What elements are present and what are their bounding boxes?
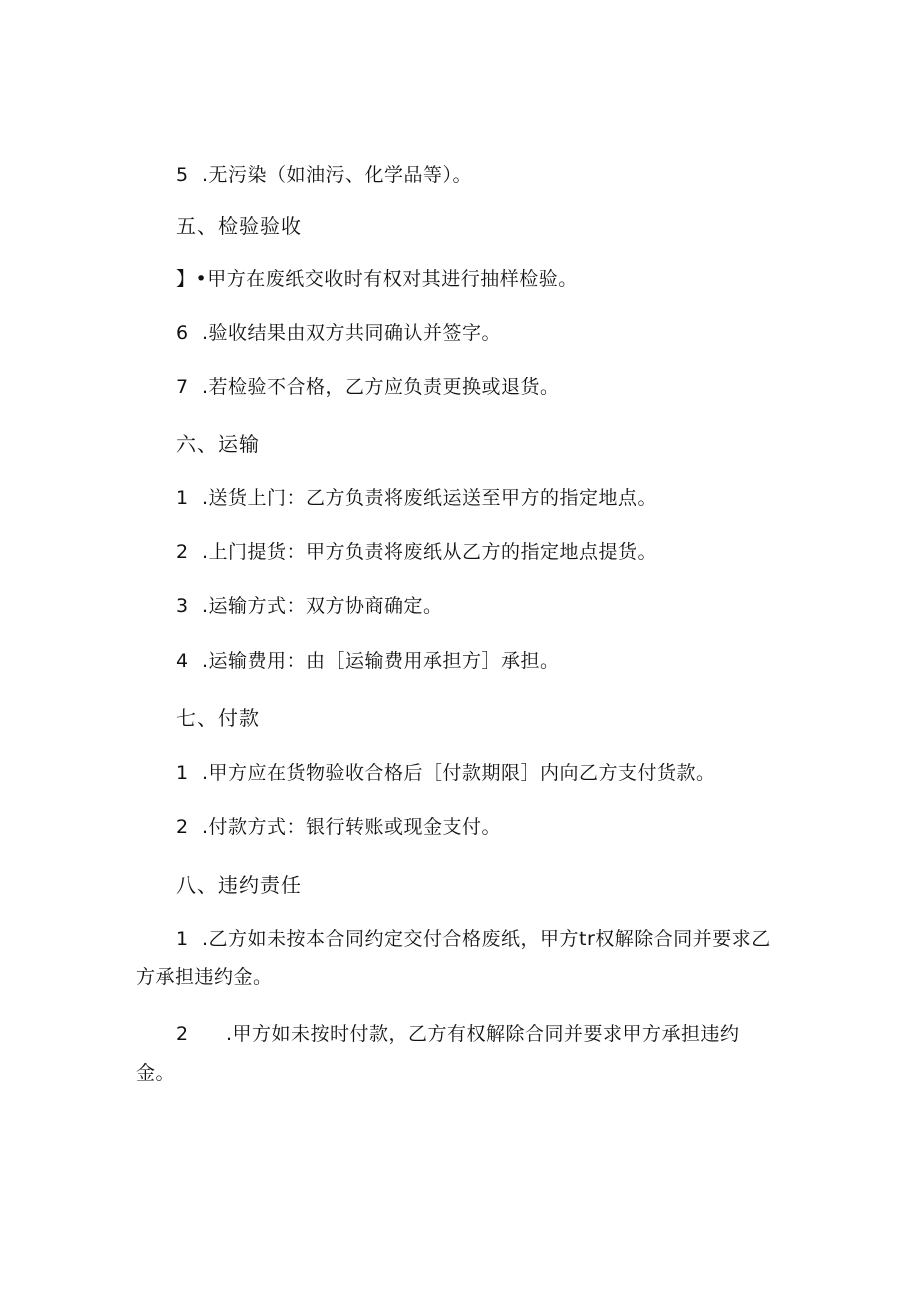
item-text: .上门提货：甲方负责将废纸从乙方的指定地点提货。 (202, 541, 658, 563)
item-text: .若检验不合格，乙方应负责更换或退货。 (202, 376, 560, 398)
list-item-continuation: 方承担违约金。 (136, 966, 273, 988)
item-text: .甲方如未按时付款，乙方有权解除合同并要求甲方承担违约 (226, 1023, 740, 1045)
item-text: .运输费用：由［运输费用承担方］承担。 (202, 650, 560, 672)
item-number: 6 (176, 322, 189, 344)
item-text: .送货上门：乙方负责将废纸运送至甲方的指定地点。 (202, 487, 658, 509)
list-item (176, 1021, 740, 1047)
item-number: 4 (176, 650, 189, 672)
section-heading: 七、付款 (176, 706, 260, 730)
item-text: .付款方式：银行转账或现金支付。 (202, 816, 502, 838)
section-heading: 五、检验验收 (176, 214, 302, 238)
list-item (176, 485, 657, 511)
list-item (176, 648, 560, 674)
item-text: .无污染（如油污、化学品等）。 (202, 164, 473, 186)
list-item (176, 926, 771, 952)
list-item: 】•甲方在废纸交收时有权对其进行抽样检验。 (176, 268, 578, 290)
item-number: 1 (176, 762, 189, 784)
item-text: .甲方应在货物验收合格后［付款期限］内向乙方支付货款。 (202, 762, 716, 784)
section-heading: 六、运输 (176, 432, 260, 456)
item-text: .运输方式：双方协商确定。 (202, 595, 443, 617)
item-text: .乙方如未按本合同约定交付合格废纸，甲方tr权解除合同并要求乙 (202, 928, 771, 950)
section-heading: 八、违约责任 (176, 873, 302, 897)
list-item (176, 539, 657, 565)
list-item (176, 320, 501, 346)
item-text: .验收结果由双方共同确认并签字。 (202, 322, 502, 344)
list-item (176, 760, 716, 786)
list-item (176, 814, 501, 840)
list-item-continuation: 金。 (136, 1062, 176, 1084)
list-item (176, 374, 560, 400)
item-number: 1 (176, 928, 189, 950)
item-number: 3 (176, 595, 189, 617)
list-item (176, 162, 472, 188)
item-number: 2 (176, 541, 189, 563)
item-number: 1 (176, 487, 189, 509)
item-number: 5 (176, 164, 189, 186)
item-number: 2 (176, 816, 189, 838)
list-item (176, 593, 443, 619)
item-number: 2 (176, 1023, 189, 1045)
item-number: 7 (176, 376, 189, 398)
